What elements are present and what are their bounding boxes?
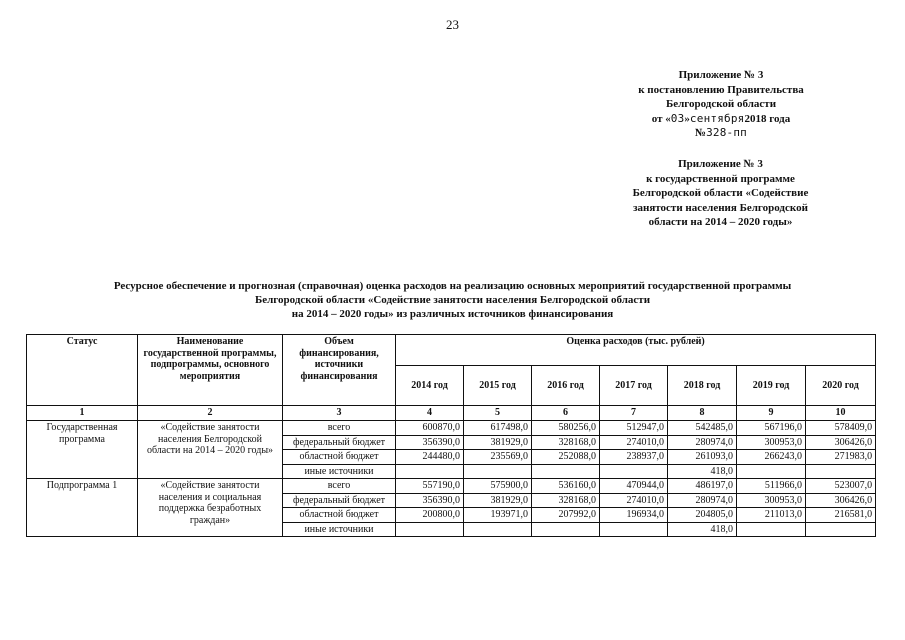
value-cell: [600, 522, 668, 537]
document-title: [30, 279, 875, 321]
value-cell: 300953,0: [737, 493, 806, 508]
value-cell: 617498,0: [464, 421, 532, 436]
value-cell: 261093,0: [668, 450, 737, 465]
value-cell: 578409,0: [806, 421, 876, 436]
date-day: 03: [670, 111, 685, 125]
header-name: Наименование государственной программы, подпрограммы, основного мероприятия: [138, 335, 283, 406]
value-cell: 328168,0: [532, 493, 600, 508]
value-cell: [806, 464, 876, 479]
value-cell: [396, 464, 464, 479]
source-cell: областной бюджет: [283, 508, 396, 523]
value-cell: 274010,0: [600, 435, 668, 450]
source-cell: областной бюджет: [283, 450, 396, 465]
date-month: сентября: [689, 111, 745, 125]
source-cell: иные источники: [283, 522, 396, 537]
value-cell: 557190,0: [396, 479, 464, 494]
column-index: 3: [283, 406, 396, 421]
number-prefix: №: [695, 127, 707, 139]
value-cell: [806, 522, 876, 537]
value-cell: [464, 464, 532, 479]
value-cell: 575900,0: [464, 479, 532, 494]
appendix-gov-line3: Белгородской области: [665, 98, 777, 110]
status-cell: Государственная программа: [27, 421, 138, 479]
date-mid: »: [684, 112, 690, 125]
value-cell: 356390,0: [396, 493, 464, 508]
value-cell: 580256,0: [532, 421, 600, 436]
value-cell: 418,0: [668, 464, 737, 479]
header-estimate: Оценка расходов (тыс. рублей): [396, 335, 876, 366]
value-cell: 567196,0: [737, 421, 806, 436]
column-index: 6: [532, 406, 600, 421]
value-cell: 512947,0: [600, 421, 668, 436]
value-cell: [600, 464, 668, 479]
appendix-prog-line4: занятости населения Белгородской: [633, 201, 808, 214]
column-index: 4: [396, 406, 464, 421]
value-cell: 511966,0: [737, 479, 806, 494]
title-line3: на 2014 – 2020 годы» из различных источников финансирования: [291, 308, 614, 320]
title-line2: Белгородской области «Содействие занятости населения Белгородской области: [254, 294, 651, 306]
value-cell: 356390,0: [396, 435, 464, 450]
source-cell: всего: [283, 479, 396, 494]
value-cell: 193971,0: [464, 508, 532, 523]
value-cell: 381929,0: [464, 435, 532, 450]
column-index: 7: [600, 406, 668, 421]
program-name-cell: «Содействие занятости населения Белгородской области на 2014 – 2020 годы»: [138, 421, 283, 479]
header-year: 2020 год: [806, 366, 876, 406]
header-year: 2019 год: [737, 366, 806, 406]
header-year: 2015 год: [464, 366, 532, 406]
appendix-gov-line2: к постановлению Правительства: [638, 83, 804, 96]
value-cell: [464, 522, 532, 537]
value-cell: 274010,0: [600, 493, 668, 508]
source-cell: всего: [283, 421, 396, 436]
value-cell: 200800,0: [396, 508, 464, 523]
header-year: 2018 год: [668, 366, 737, 406]
column-index-row: [27, 406, 876, 421]
appendix-government-resolution: [615, 68, 827, 141]
value-cell: 207992,0: [532, 508, 600, 523]
value-cell: 306426,0: [806, 435, 876, 450]
value-cell: 196934,0: [600, 508, 668, 523]
source-cell: федеральный бюджет: [283, 435, 396, 450]
value-cell: 252088,0: [532, 450, 600, 465]
value-cell: 271983,0: [806, 450, 876, 465]
header-year: 2014 год: [396, 366, 464, 406]
date-prefix: от «: [651, 112, 671, 125]
source-cell: федеральный бюджет: [283, 493, 396, 508]
value-cell: 204805,0: [668, 508, 737, 523]
header-status: Статус: [27, 335, 138, 406]
value-cell: 216581,0: [806, 508, 876, 523]
column-index: 10: [806, 406, 876, 421]
appendix-gov-number: [615, 126, 827, 141]
appendix-prog-line5: области на 2014 – 2020 годы»: [648, 216, 793, 228]
value-cell: 600870,0: [396, 421, 464, 436]
value-cell: 381929,0: [464, 493, 532, 508]
value-cell: 328168,0: [532, 435, 600, 450]
value-cell: 536160,0: [532, 479, 600, 494]
column-index: 5: [464, 406, 532, 421]
number-value: 328-пп: [706, 126, 747, 139]
header-year: 2017 год: [600, 366, 668, 406]
title-line1: Ресурсное обеспечение и прогнозная (справочная) оценка расходов на реализацию основных мероприятий государственной программы: [113, 280, 792, 292]
source-cell: иные источники: [283, 464, 396, 479]
column-index: 2: [138, 406, 283, 421]
value-cell: 266243,0: [737, 450, 806, 465]
header-source: Объем финансирования, источники финансирования: [283, 335, 396, 406]
appendix-prog-line3: Белгородской области «Содействие: [632, 187, 809, 199]
value-cell: 280974,0: [668, 435, 737, 450]
value-cell: [532, 522, 600, 537]
program-name-cell: «Содействие занятости населения и социальная поддержка безработных граждан»: [138, 479, 283, 537]
value-cell: [396, 522, 464, 537]
appendix-state-program: [612, 157, 829, 230]
value-cell: 211013,0: [737, 508, 806, 523]
date-year: 2018 года: [744, 112, 791, 125]
funding-table: [26, 334, 876, 537]
page-number: 23: [446, 17, 459, 32]
appendix-gov-line1: Приложение № 3: [678, 69, 764, 81]
value-cell: [532, 464, 600, 479]
column-index: 8: [668, 406, 737, 421]
column-index: 1: [27, 406, 138, 421]
value-cell: 486197,0: [668, 479, 737, 494]
value-cell: 306426,0: [806, 493, 876, 508]
table-row: [27, 479, 876, 494]
value-cell: 300953,0: [737, 435, 806, 450]
value-cell: 523007,0: [806, 479, 876, 494]
table-row: [27, 421, 876, 436]
appendix-prog-line2: к государственной программе: [646, 172, 795, 185]
value-cell: 235569,0: [464, 450, 532, 465]
column-index: 9: [737, 406, 806, 421]
value-cell: [737, 464, 806, 479]
status-cell: Подпрограмма 1: [27, 479, 138, 537]
value-cell: 244480,0: [396, 450, 464, 465]
value-cell: 470944,0: [600, 479, 668, 494]
appendix-prog-line1: Приложение № 3: [678, 158, 763, 170]
appendix-gov-date: [615, 112, 827, 127]
value-cell: 542485,0: [668, 421, 737, 436]
value-cell: 418,0: [668, 522, 737, 537]
value-cell: [737, 522, 806, 537]
value-cell: 280974,0: [668, 493, 737, 508]
value-cell: 238937,0: [600, 450, 668, 465]
header-year: 2016 год: [532, 366, 600, 406]
